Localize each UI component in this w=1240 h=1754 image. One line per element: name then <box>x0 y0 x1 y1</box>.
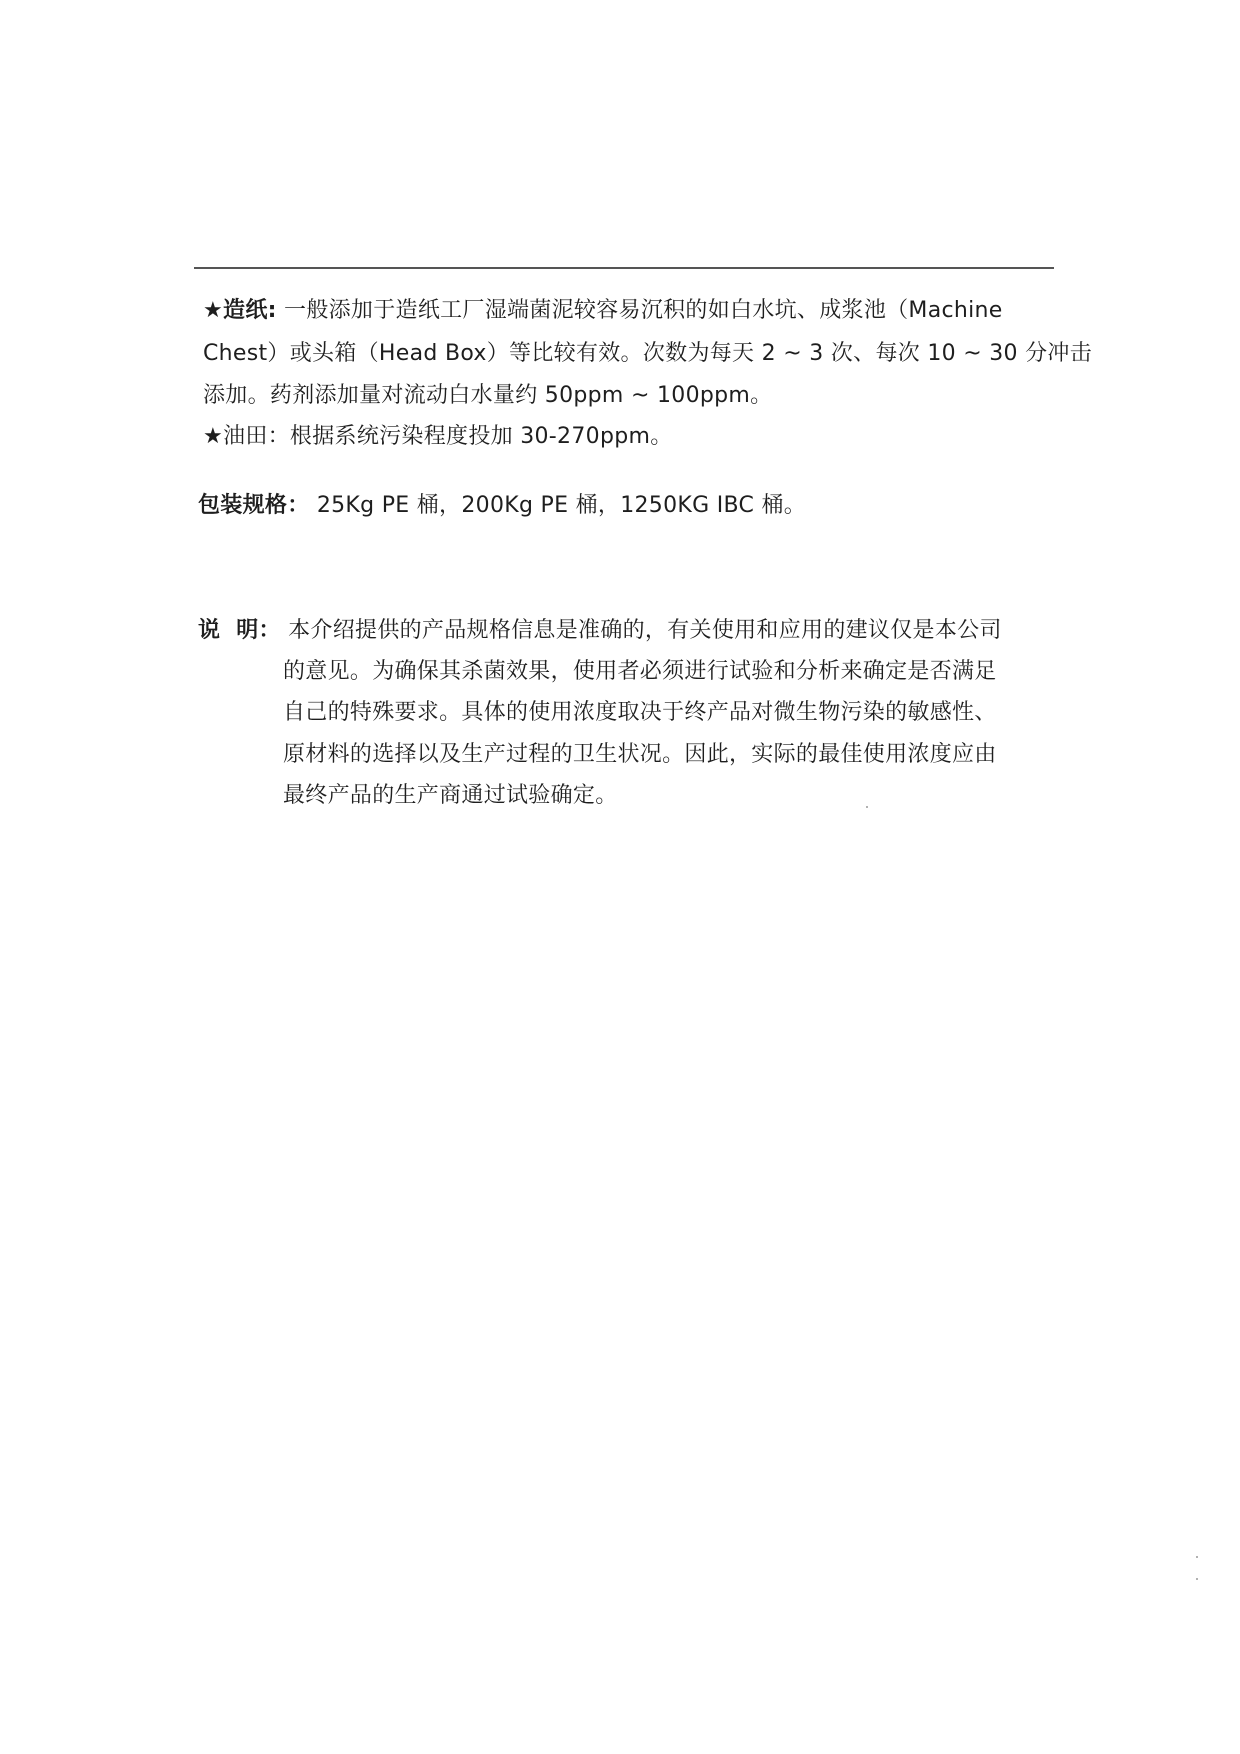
notes-label: 说 明： <box>198 618 281 643</box>
scan-speck <box>866 806 868 808</box>
section-divider <box>194 267 1054 269</box>
papermaking-line-2: Chest）或头箱（Head Box）等比较有效。次数为每天 2 ~ 3 次、每次 10 ~ 30 分冲击 <box>203 341 1093 366</box>
packaging-line <box>198 491 806 521</box>
notes-line-5: 最终产品的生产商通过试验确定。 <box>283 783 618 808</box>
notes-line-4: 原材料的选择以及生产过程的卫生状况。因此，实际的最佳使用浓度应由 <box>283 742 997 767</box>
scan-speck <box>1196 1578 1198 1580</box>
papermaking-line-3: 添加。药剂添加量对流动白水量约 50ppm ~ 100ppm。 <box>203 383 773 408</box>
notes-line-3: 自己的特殊要求。具体的使用浓度取决于终产品对微生物污染的敏感性、 <box>283 700 997 725</box>
scan-speck <box>1196 1556 1198 1558</box>
packaging-label: 包装规格： <box>198 493 310 518</box>
notes-line-1 <box>198 616 1002 646</box>
oilfield-line: ★油田：根据系统污染程度投加 30-270ppm。 <box>203 424 673 449</box>
papermaking-label: ★造纸: <box>203 298 277 323</box>
notes-text-1: 本介绍提供的产品规格信息是准确的，有关使用和应用的建议仅是本公司 <box>288 618 1002 643</box>
packaging-text: 25Kg PE 桶，200Kg PE 桶，1250KG IBC 桶。 <box>316 493 807 518</box>
notes-line-2: 的意见。为确保其杀菌效果，使用者必须进行试验和分析来确定是否满足 <box>283 659 997 684</box>
papermaking-line-1 <box>203 296 1003 326</box>
papermaking-text-1: 一般添加于造纸工厂湿端菌泥较容易沉积的如白水坑、成浆池（Machine <box>284 298 1003 323</box>
